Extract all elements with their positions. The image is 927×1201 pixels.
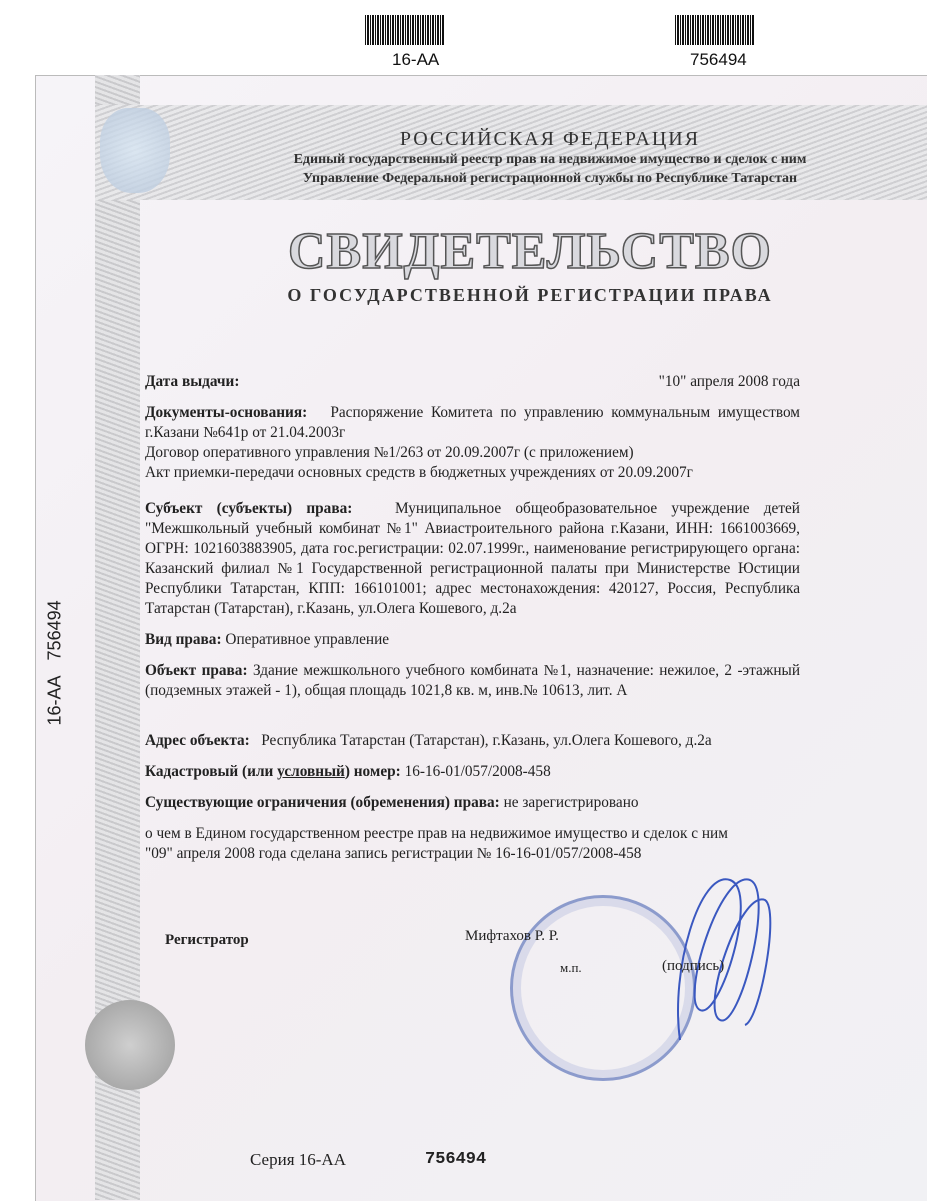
- header-registry: Единый государственный реестр прав на недвижимое имущество и сделок с ним: [293, 152, 807, 167]
- certificate-body: [145, 372, 800, 864]
- documents-value: Распоряжение Комитета по управлению коммунальным имуществом г.Казани №641р от 21.04.2003г: [145, 404, 800, 441]
- document-subtitle: О ГОСУДАРСТВЕННОЙ РЕГИСТРАЦИИ ПРАВА: [287, 285, 773, 305]
- cadastral-label: Кадастровый (или: [145, 763, 278, 780]
- cadastral-label-end: ) номер:: [344, 763, 401, 780]
- issue-date-row: [145, 372, 800, 392]
- barcode-series: [365, 15, 445, 45]
- restrictions-value: не зарегистрировано: [503, 794, 639, 811]
- object-value: Здание межшкольного учебного комбината №1, назначение: нежилое, 2 -этажный (подземных этажей - 1), общая площадь 1021,8 кв. м, инв.№ 10613, лит. А: [145, 662, 801, 699]
- right-type-section: [145, 630, 800, 650]
- subject-section: [145, 499, 800, 619]
- object-label: Объект права:: [145, 662, 248, 679]
- restrictions-section: [145, 793, 800, 813]
- documents-line2: Договор оперативного управления №1/263 от 20.09.2007г (с приложением): [145, 444, 634, 461]
- handwritten-signature: [660, 850, 780, 1050]
- issue-date-label: Дата выдачи:: [145, 373, 240, 390]
- side-label: [45, 556, 66, 726]
- cadastral-value: 16-16-01/057/2008-458: [404, 763, 551, 780]
- record-line1: о чем в Едином государственном реестре прав на недвижимое имущество и сделок с ним: [145, 825, 728, 842]
- address-label: Адрес объекта:: [145, 732, 250, 749]
- coat-of-arms-icon: [100, 108, 170, 193]
- cadastral-section: [145, 762, 800, 782]
- hologram-seal: [85, 1000, 175, 1090]
- side-series: 16-AA: [44, 675, 65, 726]
- seal-place-label: м.п.: [560, 960, 582, 975]
- bottom-series-number: 756494: [425, 1150, 487, 1169]
- registrar-label: Регистратор: [165, 932, 249, 948]
- header-country: РОССИЙСКАЯ ФЕДЕРАЦИЯ: [399, 128, 701, 150]
- documents-line3: Акт приемки-передачи основных средств в бюджетных учреждениях от 20.09.2007г: [145, 464, 693, 481]
- restrictions-label: Существующие ограничения (обременения) права:: [145, 794, 500, 811]
- subject-label: Субъект (субъекты) права:: [145, 500, 353, 517]
- address-value: Республика Татарстан (Татарстан), г.Казань, ул.Олега Кошевого, д.2а: [261, 732, 712, 749]
- record-line2: "09" апреля 2008 года сделана запись регистрации № 16-16-01/057/2008-458: [145, 845, 642, 862]
- issue-date-value: "10" апреля 2008 года: [658, 373, 800, 390]
- cadastral-label-underlined: условный: [277, 763, 345, 780]
- documents-label: Документы-основания:: [145, 404, 308, 421]
- subject-value: Муниципальное общеобразовательное учреждение детей "Межшкольный учебный комбинат №1" Авиастроительного района г.Казани, ИНН: 1661003669, ОГРН: 1021603883905, дата гос.регистрации: 02.07.1999г., наименование регистрирующего органа: Казанский филиал №1 Государственной регистрационной палаты при Министерстве Юстиции Республики Татарстан, КПП: 166101001; адрес местонахождения: 420127, Россия, Республика Татарстан (Татарстан), г.Казань, ул.Олега Кошевого, д.2а: [145, 500, 800, 617]
- side-number: 756494: [44, 600, 65, 661]
- right-type-label: Вид права:: [145, 631, 222, 648]
- document-title: СВИДЕТЕЛЬСТВО: [287, 223, 773, 280]
- barcode-number: [675, 15, 755, 45]
- top-series-label: 16-AA: [392, 50, 440, 69]
- registrar-name: Мифтахов Р. Р.: [465, 928, 559, 944]
- right-type-value: Оперативное управление: [225, 631, 390, 648]
- top-number-label: 756494: [690, 50, 747, 69]
- address-section: [145, 731, 800, 751]
- documents-section: [145, 403, 800, 443]
- bottom-series-label: Серия 16-АА: [250, 1150, 346, 1169]
- signature-label: (подпись): [662, 958, 725, 974]
- object-section: [145, 661, 800, 701]
- header-agency: Управление Федеральной регистрационной службы по Республике Татарстан: [302, 171, 798, 186]
